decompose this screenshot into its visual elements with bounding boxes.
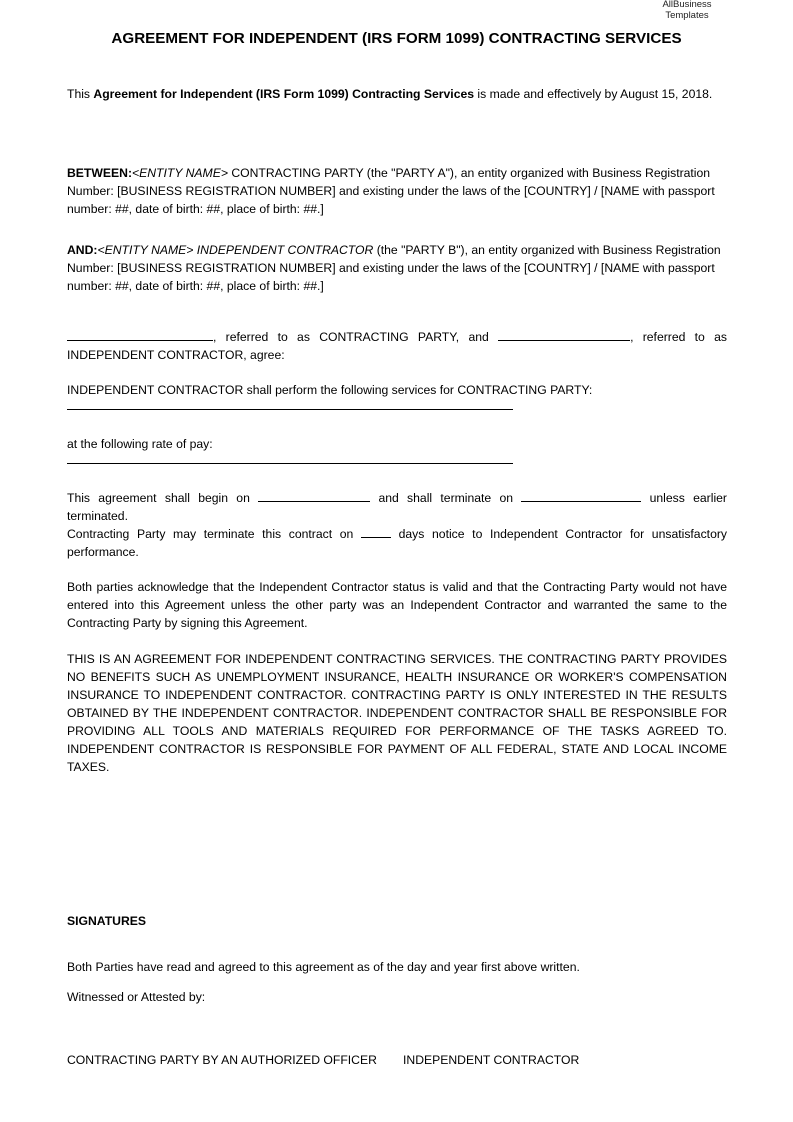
notice-post-text: days notice to Independent Contractor for unsatisfactory performance. xyxy=(67,527,727,559)
rate-blank[interactable] xyxy=(67,453,513,464)
parties-text-1: , referred to as CONTRACTING PARTY, and xyxy=(213,330,499,344)
term-begin-text: This agreement shall begin on xyxy=(67,491,259,505)
and-details: (the "PARTY B"), an entity organized with Business Registration Number: [BUSINESS REGISTRATION NUMBER] and existing under the laws of the [COUNTRY] / [NAME with passport number: ##, date of birth: ##, place of birth: ##.] xyxy=(67,243,721,293)
signature-party-b: INDEPENDENT CONTRACTOR xyxy=(403,1053,580,1067)
begin-date-blank[interactable] xyxy=(258,489,370,502)
parties-paragraph xyxy=(67,328,727,364)
terminate-date-blank[interactable] xyxy=(521,489,641,502)
document-title: AGREEMENT FOR INDEPENDENT (IRS FORM 1099) CONTRACTING SERVICES xyxy=(111,30,682,47)
intro-agreement-name: Agreement for Independent (IRS Form 1099) Contracting Services xyxy=(93,87,475,101)
services-blank[interactable] xyxy=(67,399,513,410)
intro-paragraph xyxy=(67,85,727,103)
and-paragraph xyxy=(67,241,727,295)
term-terminate-text: and shall terminate on xyxy=(370,491,522,505)
term-paragraph xyxy=(67,489,727,525)
between-label: BETWEEN: xyxy=(67,166,132,180)
between-paragraph xyxy=(67,164,727,218)
signature-party-a: CONTRACTING PARTY BY AN AUTHORIZED OFFICER xyxy=(67,1053,377,1067)
rate-paragraph xyxy=(67,435,727,464)
caps-paragraph: THIS IS AN AGREEMENT FOR INDEPENDENT CONTRACTING SERVICES. THE CONTRACTING PARTY PROVIDES NO BENEFITS SUCH AS UNEMPLOYMENT INSURANCE, HEALTH INSURANCE OR WORKER'S COMPENSATION INSURANCE TO INDEPENDENT CONTRACTOR. CONTRACTING PARTY IS ONLY INTERESTED IN THE RESULTS OBTAINED BY THE INDEPENDENT CONTRACTOR. INDEPENDENT CONTRACTOR SHALL BE RESPONSIBLE FOR PROVIDING ALL TOOLS AND MATERIALS REQUIRED FOR PERFORMANCE OF THE TASKS AGREED TO. INDEPENDENT CONTRACTOR IS RESPONSIBLE FOR PAYMENT OF ALL FEDERAL, STATE AND LOCAL INCOME TAXES. xyxy=(67,652,727,774)
and-entity: <ENTITY NAME> INDEPENDENT CONTRACTOR xyxy=(97,243,374,257)
and-label: AND: xyxy=(67,243,98,257)
logo-line-1: AllBusiness xyxy=(662,0,712,10)
witnessed-text: Witnessed or Attested by: xyxy=(67,990,206,1004)
parties-text-2: , referred to as INDEPENDENT CONTRACTOR, agree: xyxy=(67,330,727,362)
notice-days-blank[interactable] xyxy=(361,525,391,538)
rate-text: at the following rate of pay: xyxy=(67,437,213,451)
between-details: CONTRACTING PARTY (the "PARTY A"), an entity organized with Business Registration Number: [BUSINESS REGISTRATION NUMBER] and existing under the laws of the [COUNTRY] / [NAME with passport number: ##, date of birth: ##, place of birth: ##.] xyxy=(67,166,715,216)
allbusiness-templates-logo xyxy=(650,0,724,21)
read-agreed-text: Both Parties have read and agreed to this agreement as of the day and year first above written. xyxy=(67,960,580,974)
services-text: INDEPENDENT CONTRACTOR shall perform the following services for CONTRACTING PARTY: xyxy=(67,383,593,397)
services-paragraph xyxy=(67,381,727,410)
contracting-party-blank[interactable] xyxy=(67,328,213,341)
acknowledge-paragraph: Both parties acknowledge that the Independent Contractor status is valid and that the Contracting Party would not have entered into this Agreement unless the other party was an Independent Contractor and warranted the same to the Contracting Party by signing this Agreement. xyxy=(67,580,727,630)
notice-pre-text: Contracting Party may terminate this contract on xyxy=(67,527,361,541)
logo-line-2: Templates xyxy=(665,9,709,21)
notice-paragraph xyxy=(67,525,727,561)
intro-post: is made and effectively by August 15, 2018. xyxy=(474,87,713,101)
signatures-heading: SIGNATURES xyxy=(67,914,146,928)
independent-contractor-blank[interactable] xyxy=(498,328,630,341)
between-entity: <ENTITY NAME> xyxy=(132,166,228,180)
term-unless-text: unless earlier terminated. xyxy=(67,491,727,523)
intro-pre: This xyxy=(67,87,94,101)
